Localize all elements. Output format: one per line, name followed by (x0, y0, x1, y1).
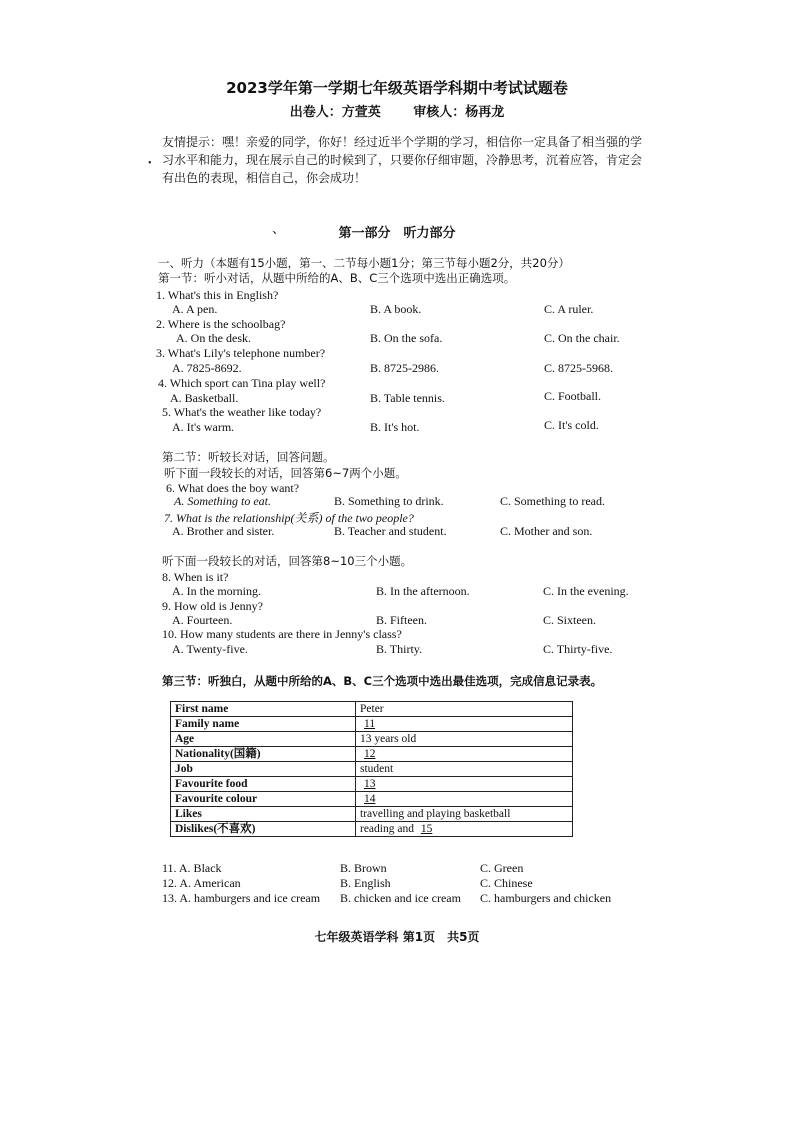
answer-blank: 15 (420, 823, 433, 835)
table-key: Likes (171, 807, 356, 822)
option-c: C. In the evening. (543, 584, 629, 598)
section3-instruction: 第三节：听独白，从题中所给的A、B、C三个选项中选出最佳选项，完成信息记录表。 (162, 674, 603, 688)
answer-blank: 12 (364, 748, 376, 760)
option-b: B. 8725-2986. (370, 361, 439, 375)
option-a: A. On the desk. (176, 331, 251, 345)
option-c: C. A ruler. (544, 302, 594, 316)
value-text: reading and (360, 823, 414, 835)
table-key: Family name (171, 717, 356, 732)
question-text: 3. What's Lily's telephone number? (156, 346, 326, 360)
option-c: C. On the chair. (544, 331, 620, 345)
table-key: Nationality(国籍) (171, 747, 356, 762)
table-row (171, 822, 573, 837)
option-b: B. chicken and ice cream (340, 891, 461, 905)
option-a: 13. A. hamburgers and ice cream (162, 891, 321, 905)
option-c: C. Mother and son. (500, 524, 593, 538)
value-text: student (360, 763, 394, 775)
table-key: Job (171, 762, 356, 777)
section2-group1-intro: 听下面一段较长的对话，回答第6~7两个小题。 (164, 466, 407, 480)
section2-instruction: 第二节：听较长对话，回答问题。 (162, 450, 335, 464)
table-value (356, 762, 573, 777)
exam-authors (0, 101, 794, 120)
table-row (171, 777, 573, 792)
option-b: B. Table tennis. (370, 391, 445, 405)
table-value (356, 777, 573, 792)
question-text: 9. How old is Jenny? (162, 599, 263, 613)
option-b: B. On the sofa. (370, 331, 443, 345)
answer-blank: 14 (364, 793, 376, 805)
option-a: A. Basketball. (170, 391, 239, 405)
option-b: B. Something to drink. (334, 494, 444, 508)
table-value (356, 822, 573, 837)
table-value (356, 807, 573, 822)
option-b: B. Thirty. (376, 642, 423, 656)
section2-group2-intro: 听下面一段较长的对话，回答第8~10三个小题。 (162, 554, 413, 568)
option-b: B. It's hot. (370, 420, 420, 434)
option-c: C. Green (480, 861, 524, 875)
table-key: Favourite colour (171, 792, 356, 807)
exam-title: 2023学年第一学期七年级英语学科期中考试试题卷 (226, 79, 568, 97)
answer-blank: 11 (364, 718, 376, 730)
table-row (171, 717, 573, 732)
friendly-tip: 友情提示：嘿！亲爱的同学，你好！经过近半个学期的学习，相信你一定具备了相当强的学习水平和能力，现在展示自己的时候到了，只要你仔细审题，冷静思考，沉着应答，肯定会有出色的表现，相信自己，你会成功！ (162, 135, 643, 185)
table-value (356, 792, 573, 807)
option-a: A. Brother and sister. (172, 524, 275, 538)
option-a: 11. A. Black (162, 861, 222, 875)
option-c: C. 8725-5968. (544, 361, 613, 375)
question-text: 10. How many students are there in Jenny's class? (162, 627, 402, 641)
question-text: 6. What does the boy want? (166, 481, 300, 495)
option-b: B. In the afternoon. (376, 584, 470, 598)
option-c: C. Sixteen. (543, 613, 596, 627)
option-c: C. Thirty-five. (543, 642, 613, 656)
value-text: Peter (360, 703, 384, 715)
option-c: C. It's cold. (544, 418, 599, 432)
question-text: 1. What's this in English? (156, 288, 279, 302)
table-value (356, 747, 573, 762)
option-a: A. 7825-8692. (172, 361, 242, 375)
option-a: A. In the morning. (172, 584, 261, 598)
option-b: B. Brown (340, 861, 387, 875)
question-text: 7. What is the relationship(关系) of the two people? (164, 511, 414, 525)
question-text: 5. What's the weather like today? (162, 405, 322, 419)
table-row (171, 747, 573, 762)
listening-heading: 一、听力（本题有15小题，第一、二节每小题1分；第三节每小题2分，共20分） (158, 256, 570, 270)
table-key: Age (171, 732, 356, 747)
value-text: travelling and playing basketball (360, 808, 511, 820)
table-value (356, 702, 573, 717)
option-c: C. Chinese (480, 876, 533, 890)
reviewer-line: 审核人：杨再龙 (413, 105, 505, 120)
option-b: B. A book. (370, 302, 422, 316)
option-a: A. Something to eat. (174, 494, 271, 508)
option-a: 12. A. American (162, 876, 241, 890)
scan-mark: • (148, 158, 152, 169)
option-b: B. Fifteen. (376, 613, 427, 627)
part-heading (0, 222, 794, 241)
table-value (356, 717, 573, 732)
option-a: A. It's warm. (172, 420, 235, 434)
table-key: Favourite food (171, 777, 356, 792)
answer-blank: 13 (364, 778, 376, 790)
table-key: Dislikes(不喜欢) (171, 822, 356, 837)
table-key: First name (171, 702, 356, 717)
question-text: 4. Which sport can Tina play well? (158, 376, 326, 390)
table-value (356, 732, 573, 747)
question-text: 2. Where is the schoolbag? (156, 317, 286, 331)
author-line: 出卷人：方萱英 (289, 105, 381, 120)
question-text: 8. When is it? (162, 570, 229, 584)
page-footer: 七年级英语学科 第1页 共5页 (314, 930, 480, 944)
table-row (171, 792, 573, 807)
option-c: C. Football. (544, 389, 602, 403)
option-b: B. Teacher and student. (334, 524, 447, 538)
option-a: A. A pen. (172, 302, 218, 316)
option-a: A. Twenty-five. (172, 642, 248, 656)
stray-mark: 、 (272, 222, 286, 237)
table-row (171, 807, 573, 822)
value-text: 13 years old (360, 733, 417, 745)
section1-instruction: 第一节：听小对话，从题中所给的A、B、C三个选项中选出正确选项。 (158, 271, 516, 285)
info-record-table (170, 701, 573, 837)
table-row (171, 732, 573, 747)
option-c: C. Something to read. (500, 494, 605, 508)
option-c: C. hamburgers and chicken (480, 891, 612, 905)
table-row (171, 762, 573, 777)
part-title: 第一部分 听力部分 (338, 226, 456, 241)
option-a: A. Fourteen. (172, 613, 233, 627)
table-row (171, 702, 573, 717)
option-b: B. English (340, 876, 391, 890)
